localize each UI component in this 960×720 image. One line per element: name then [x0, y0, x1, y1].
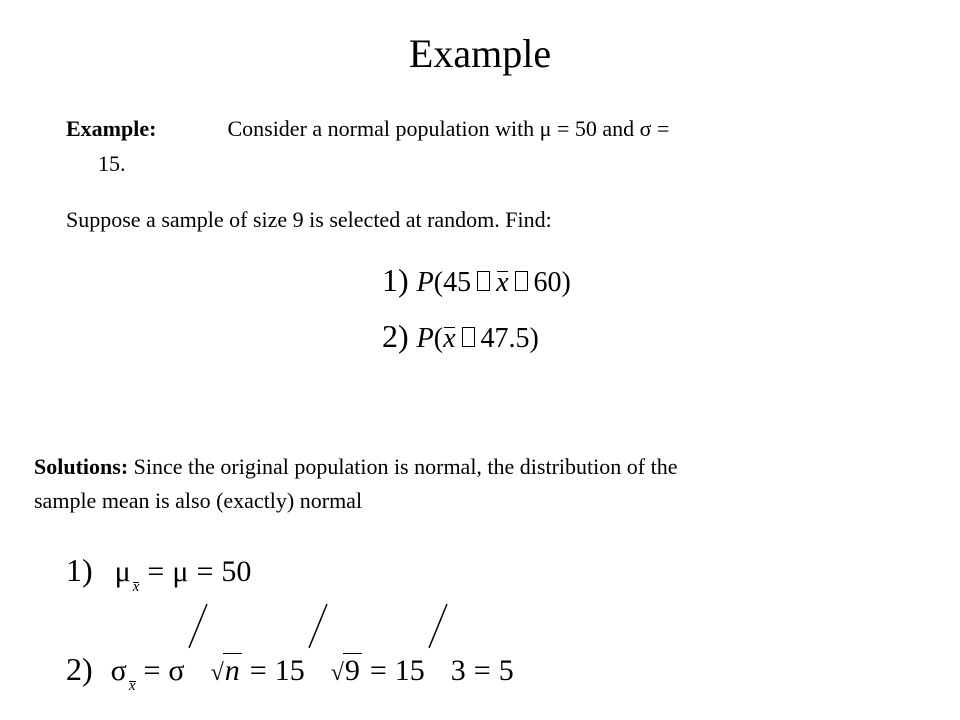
a2-nine: 9 — [344, 654, 360, 687]
sqrt-9 — [331, 653, 362, 688]
a2-eq2: = — [249, 654, 267, 687]
sqrt-n — [211, 653, 242, 688]
q1-close: ) — [561, 267, 571, 298]
missing-glyph-icon — [515, 271, 528, 291]
a2-eq4: = — [473, 654, 491, 687]
solution-label: Solutions: — [34, 454, 129, 479]
solution-line-1 — [34, 454, 677, 480]
sqrt-icon: √ — [330, 660, 344, 686]
question-2 — [382, 318, 539, 355]
a1-sub-xbar: x — [132, 579, 140, 595]
answer-2-number: 2) — [66, 651, 93, 687]
a2-n: n — [224, 654, 240, 687]
question-1-number: 1) — [382, 262, 409, 298]
a2-result: 5 — [498, 654, 514, 687]
q1-open: ( — [433, 267, 444, 298]
q1-p: P — [416, 267, 434, 298]
a2-sigma: σ — [110, 654, 127, 687]
a2-three: 3 — [450, 654, 466, 687]
a1-mu: μ — [114, 555, 131, 588]
q2-open: ( — [433, 323, 444, 354]
a2-num1: 15 — [274, 654, 305, 687]
q1-xbar: x — [496, 267, 509, 298]
q1-upper: 60 — [533, 267, 562, 298]
a1-value: 50 — [221, 555, 252, 588]
q2-p: P — [416, 323, 434, 354]
a2-num2: 15 — [394, 654, 425, 687]
fraction-slash-icon — [427, 632, 449, 680]
solution-text-1: Since the original population is normal, the distribution of the — [133, 454, 678, 479]
a2-sub-xbar: x — [128, 678, 136, 694]
slide-title: Example — [408, 31, 552, 76]
fraction-slash-icon — [307, 632, 329, 680]
solution-line-2: sample mean is also (exactly) normal — [34, 488, 363, 513]
problem-text-1: Consider a normal population with μ = 50 and σ = — [227, 116, 670, 141]
problem-line-3: Suppose a sample of size 9 is selected at random. Find: — [66, 207, 552, 232]
q2-xbar: x — [443, 323, 456, 354]
question-2-number: 2) — [382, 318, 409, 354]
question-1 — [382, 262, 571, 299]
answer-1 — [66, 552, 252, 595]
a2-eq3: = — [369, 654, 387, 687]
a2-eq: = — [143, 654, 161, 687]
q2-value: 47.5 — [480, 323, 530, 354]
problem-line-2: 15. — [98, 151, 126, 176]
problem-label: Example: — [66, 116, 157, 141]
a1-mu2: μ — [172, 555, 189, 588]
a1-eq: = — [147, 555, 165, 588]
q1-lower: 45 — [443, 267, 472, 298]
sqrt-icon: √ — [210, 660, 224, 686]
q2-close: ) — [529, 323, 539, 354]
answer-2 — [66, 632, 514, 694]
fraction-slash-icon — [187, 632, 209, 680]
a2-sigma2: σ — [168, 654, 185, 687]
a1-eq2: = — [196, 555, 214, 588]
problem-line-1 — [66, 116, 669, 142]
missing-glyph-icon — [462, 327, 475, 347]
answer-1-number: 1) — [66, 552, 93, 588]
missing-glyph-icon — [477, 271, 490, 291]
